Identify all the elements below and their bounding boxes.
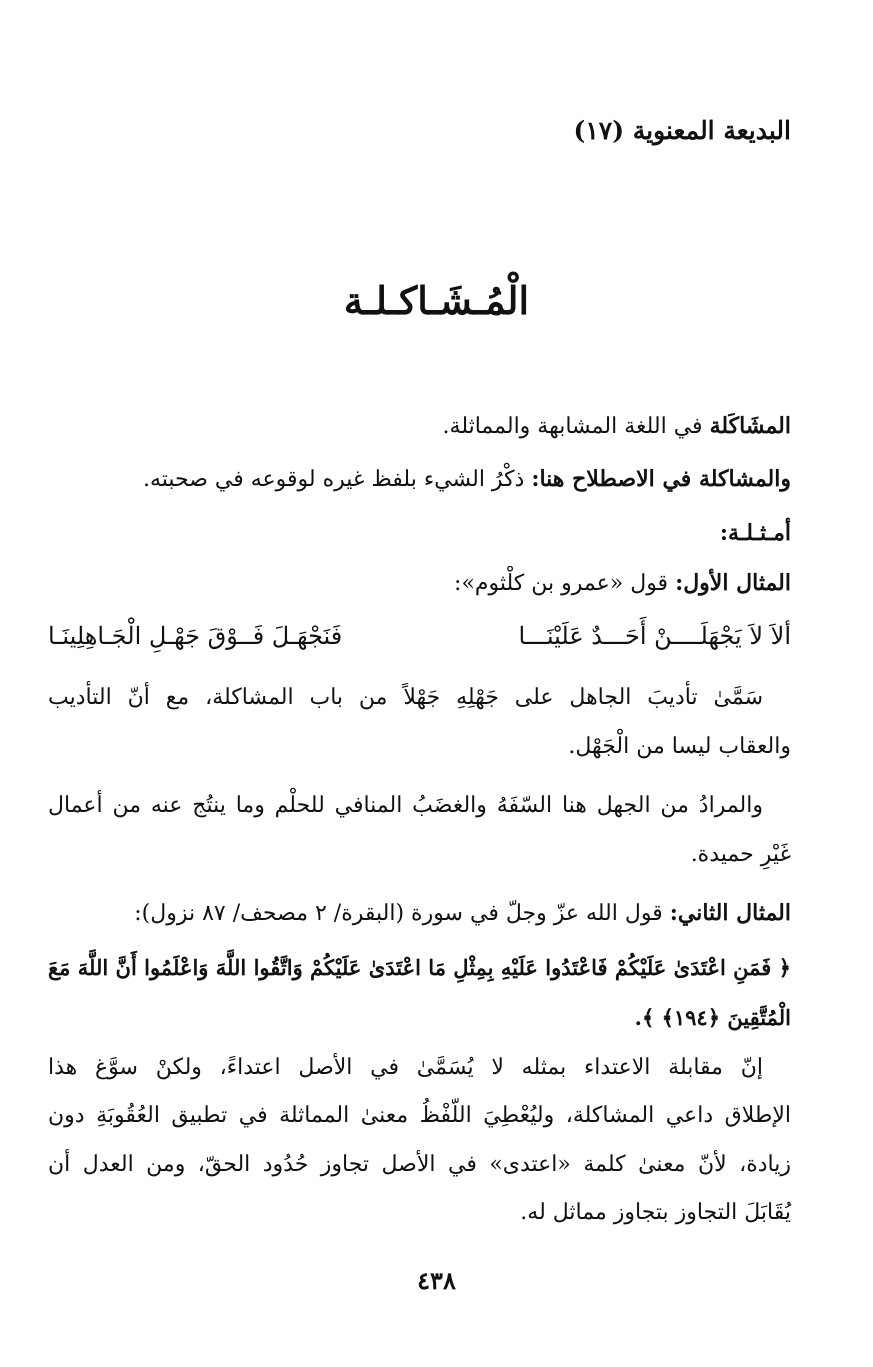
poetry-verse [48, 622, 791, 662]
example2-label: المثال الثاني: [669, 900, 791, 926]
quran-verse-line2: الْمُتَّقِينَ ﴿١٩٤﴾ ﴾. [634, 1005, 791, 1030]
term-lang: المشَاكَلة [709, 413, 791, 439]
definition-terminology [143, 466, 791, 492]
verse-second-hemistich: فَنَجْهَـلَ فَــوْقَ جَهْـلِ الْجَـاهِلِينَـا [48, 622, 343, 650]
chapter-title: الْمُـشَـاكـلـة [343, 278, 530, 323]
quran-verse-line1: ﴿ فَمَنِ اعْتَدَىٰ عَلَيْكُمْ فَاعْتَدُوا عَلَيْهِ بِمِثْلِ مَا اعْتَدَىٰ عَلَيْكُمْ وَاتَّقُوا اللَّهَ وَاعْلَمُوا أَنَّ اللَّهَ مَعَ [48, 955, 791, 980]
example1-intro: قول «عمرو بن كلْثوم»: [454, 571, 669, 596]
example1-meaning-line2: غَيْرِ حميدة. [690, 842, 791, 867]
example2-explain-line2: الإطلاق داعي المشاكلة، وليُعْطِيَ اللّفْظُ معنىٰ المماثلة في تطبيق العُقُوبَةِ دون [48, 1103, 791, 1128]
example2-intro-line [134, 900, 791, 926]
example1-comment-line2: والعقاب ليسا من الْجَهْل. [568, 734, 791, 759]
example2-explain-line4: يُقَابَلَ التجاوز بتجاوز مماثل له. [520, 1200, 791, 1225]
definition-language [443, 413, 791, 439]
example2-explain-line1: إنّ مقابلة الاعتداء بمثله لا يُسَمَّىٰ في الأصل اعتداءً، ولكنْ سوَّغ هذا [48, 1055, 763, 1080]
definition-lang-text: في اللغة المشابهة والمماثلة. [442, 414, 703, 439]
example1-label: المثال الأول: [675, 570, 791, 596]
examples-heading: أمـثـلـة: [719, 520, 791, 546]
example1-intro-line [454, 570, 791, 596]
example2-explain-line3: زيادة، لأنّ معنىٰ كلمة «اعتدى» في الأصل تجاوز حُدُود الحقّ، ومن العدل أن [48, 1152, 791, 1177]
example1-meaning-line1: والمرادُ من الجهل هنا السّفَهُ والغضَبُ المنافي للحلْم وما ينتُج عنه من أعمال [48, 793, 763, 818]
example2-intro: قول الله عزّ وجلّ في سورة (البقرة/ ٢ مصحف/ ٨٧ نزول): [134, 901, 663, 926]
page-number: ٤٣٨ [417, 1266, 456, 1295]
term-terminology: والمشاكلة في الاصطلاح هنا: [531, 466, 791, 492]
verse-first-hemistich: ألاَ لاَ يَجْهَلَــــنْ أَحَـــدٌ عَلَيْنَـــا [518, 622, 791, 650]
definition-term-text: ذكْرُ الشيء بلفظ غيره لوقوعه في صحبته. [142, 467, 525, 492]
example1-comment-line1: سَمَّىٰ تأديبَ الجاهل على جَهْلِهِ جَهْلاً من باب المشاكلة، مع أنّ التأديب [48, 685, 763, 710]
running-header-title: البديعة المعنوية (١٧) [573, 116, 791, 145]
